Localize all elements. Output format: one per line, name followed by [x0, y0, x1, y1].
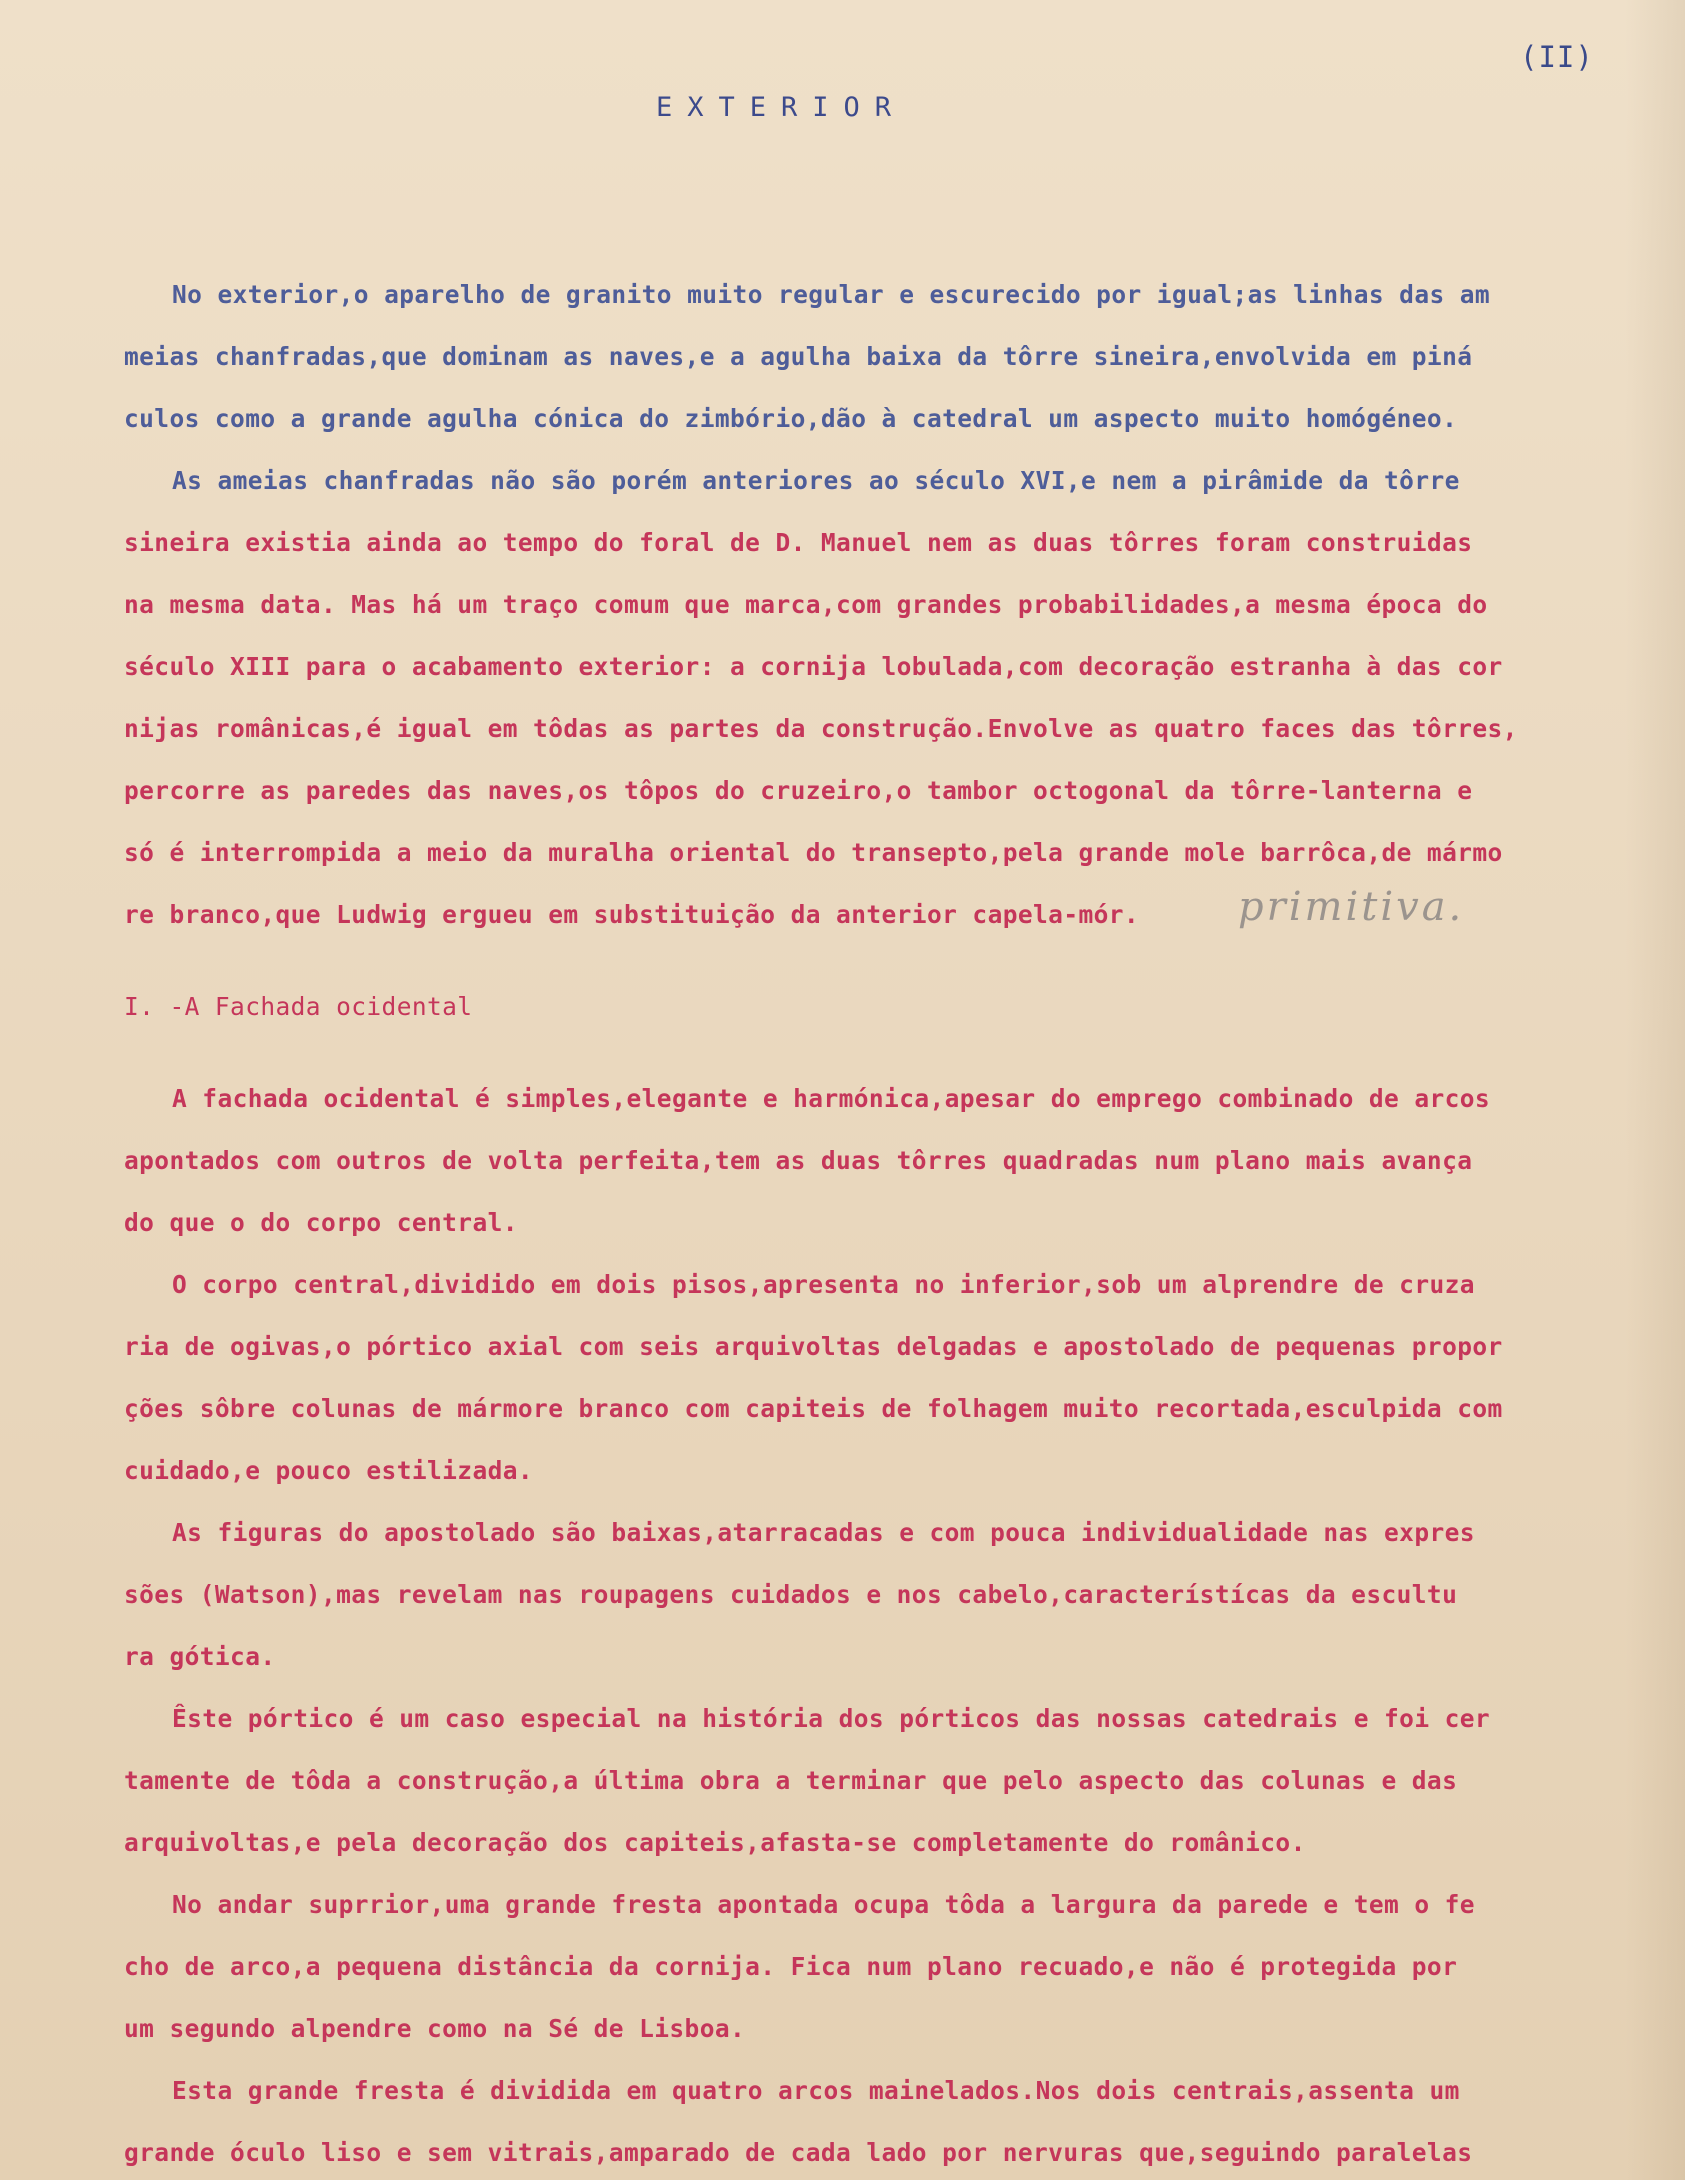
text-line: ções sôbre colunas de mármore branco com capiteis de folhagem muito recortada,esculpida com [124, 1394, 1503, 1423]
text-line: No andar suprrior,uma grande fresta apontada ocupa tôda a largura da parede e tem o fe [172, 1890, 1475, 1919]
text-line: A fachada ocidental é simples,elegante e harmónica,apesar do emprego combinado de arcos [172, 1084, 1491, 1113]
text-line: O corpo central,dividido em dois pisos,apresenta no inferior,sob um alprendre de cruza [172, 1270, 1475, 1299]
text-line: re branco,que Ludwig ergueu em substituição da anterior capela-mór. [124, 900, 1140, 929]
text-line: grande óculo liso e sem vitrais,amparado de cada lado por nervuras que,seguindo paralelas [124, 2138, 1473, 2167]
section-heading: I. -A Fachada ocidental [124, 992, 473, 1021]
text-line: sões (Watson),mas revelam nas roupagens cuidados e nos cabelo,característícas da escultu [124, 1580, 1458, 1609]
text-line: um segundo alpendre como na Sé de Lisboa. [124, 2014, 746, 2043]
text-line: sineira existia ainda ao tempo do foral de D. Manuel nem as duas tôrres foram construidas [124, 528, 1473, 557]
handwritten-annotation: primitiva. [1238, 884, 1465, 930]
page-fold-shadow [1625, 0, 1685, 2180]
text-line: As ameias chanfradas não são porém anteriores ao século XVI,e nem a pirâmide da tôrre [172, 466, 1460, 495]
text-line: só é interrompida a meio da muralha oriental do transepto,pela grande mole barrôca,de mármo [124, 838, 1503, 867]
text-line: arquivoltas,e pela decoração dos capiteis,afasta-se completamente do românico. [124, 1828, 1306, 1857]
text-line: Esta grande fresta é dividida em quatro arcos mainelados.Nos dois centrais,assenta um [172, 2076, 1460, 2105]
text-line: apontados com outros de volta perfeita,tem as duas tôrres quadradas num plano mais avança [124, 1146, 1473, 1175]
text-line: na mesma data. Mas há um traço comum que marca,com grandes probabilidades,a mesma época do [124, 590, 1488, 619]
text-line: Êste pórtico é um caso especial na história dos pórticos das nossas catedrais e foi cer [172, 1704, 1491, 1733]
text-line: As figuras do apostolado são baixas,atarracadas e com pouca individualidade nas expres [172, 1518, 1475, 1547]
text-line: tamente de tôda a construção,a última obra a terminar que pelo aspecto das colunas e das [124, 1766, 1458, 1795]
page-title: EXTERIOR [656, 92, 907, 123]
text-line: meias chanfradas,que dominam as naves,e a agulha baixa da tôrre sineira,envolvida em piná [124, 342, 1473, 371]
text-line: ria de ogivas,o pórtico axial com seis arquivoltas delgadas e apostolado de pequenas propor [124, 1332, 1503, 1361]
text-line: ra gótica. [124, 1642, 276, 1671]
text-line: percorre as paredes das naves,os tôpos do cruzeiro,o tambor octogonal da tôrre-lanterna e [124, 776, 1473, 805]
text-line: culos como a grande agulha cónica do zimbório,dão à catedral um aspecto muito homógéneo. [124, 404, 1458, 433]
text-line: cho de arco,a pequena distância da cornija. Fica num plano recuado,e não é protegida por [124, 1952, 1458, 1981]
text-line: cuidado,e pouco estilizada. [124, 1456, 534, 1485]
text-line: do que o do corpo central. [124, 1208, 518, 1237]
page-number: (II) [1520, 40, 1594, 74]
text-line: nijas românicas,é igual em tôdas as partes da construção.Envolve as quatro faces das tôrres, [124, 714, 1518, 743]
text-line: século XIII para o acabamento exterior: a cornija lobulada,com decoração estranha à das cor [124, 652, 1503, 681]
text-line: No exterior,o aparelho de granito muito regular e escurecido por igual;as linhas das am [172, 280, 1491, 309]
